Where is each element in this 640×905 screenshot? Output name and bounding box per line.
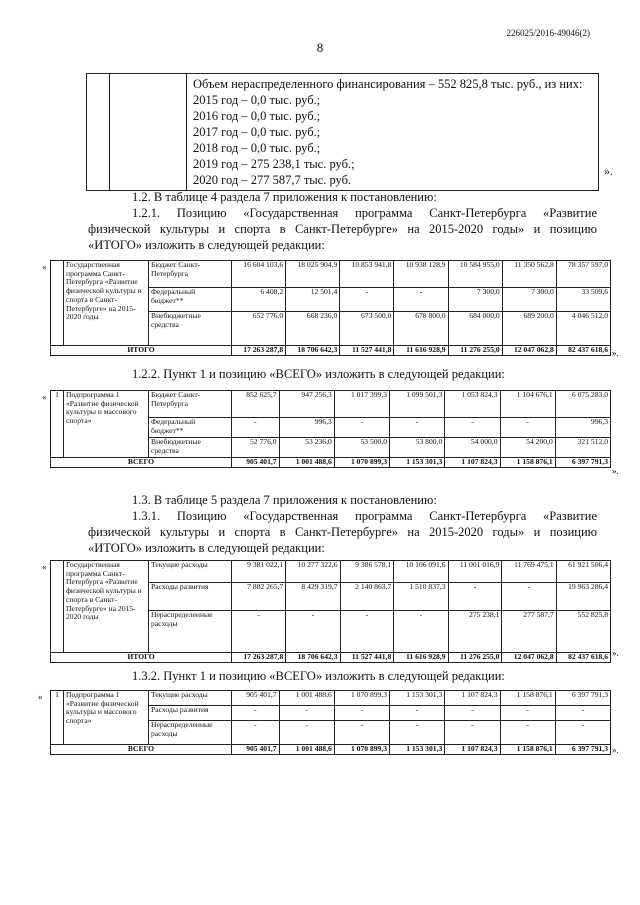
table-4-subprogram-budget: [50, 390, 611, 468]
close-quote: ».: [612, 745, 619, 755]
table-cell: 53 500,0: [334, 438, 389, 458]
table-cell: -: [390, 706, 445, 721]
row-label: Бюджет Санкт-Петербурга: [149, 391, 232, 418]
close-quote: ».: [612, 648, 619, 658]
text-line: Объем нераспределенного финансирования – 552 825,8 тыс. руб., из них:: [193, 77, 583, 91]
table-cell: 905 401,7: [232, 745, 280, 755]
close-quote: ».: [612, 348, 619, 358]
paragraph-1-3-1-cont: физической культуры и спорта в Санкт-Петербурге» на 2015-2020 годы» и позицию: [88, 525, 597, 539]
table-cell: 1 153 301,3: [390, 745, 445, 755]
table-cell: 678 800,0: [394, 312, 448, 346]
row-label: Нераспределенные расходы: [149, 721, 232, 745]
table-cell: 10 938 128,9: [394, 261, 448, 288]
table-cell: -: [445, 721, 500, 745]
table-cell: 673 500,0: [340, 312, 394, 346]
table-cell: -: [555, 721, 610, 745]
table-cell: 689 200,0: [502, 312, 556, 346]
table-cell: 277 587,7: [502, 611, 556, 653]
close-quote: ».: [612, 466, 619, 476]
table-cell: 6 075 283,0: [555, 391, 610, 418]
row-number: 1: [51, 391, 64, 458]
table-cell: -: [500, 706, 555, 721]
paragraph-1-2-1-end: «ИТОГО» изложить в следующей редакции:: [88, 238, 325, 252]
table-cell: 6 397 791,3: [555, 458, 610, 468]
table-cell: 6 408,2: [232, 288, 286, 312]
financing-table-continuation: [86, 73, 599, 191]
open-quote: «: [42, 392, 47, 402]
total-label: ИТОГО: [51, 653, 232, 663]
table-cell: 18 025 904,9: [286, 261, 340, 288]
table-cell: 1 070 899,3: [334, 745, 389, 755]
table-cell: 33 509,6: [556, 288, 610, 312]
table-cell: 1 153 301,3: [390, 691, 445, 706]
table-cell: 1 001 488,6: [279, 691, 334, 706]
table-cell: -: [390, 721, 445, 745]
paragraph-1-3-1-end: «ИТОГО» изложить в следующей редакции:: [88, 541, 325, 555]
table-cell: 9 386 578,1: [340, 561, 394, 583]
table-cell: 905 401,7: [232, 458, 280, 468]
row-label: Текущие расходы: [149, 561, 232, 583]
table-cell: 275 238,1: [448, 611, 502, 653]
row-label: Внебюджетные средства: [149, 438, 232, 458]
paragraph-1-2-1: 1.2.1. Позицию «Государственная программа Санкт-Петербурга «Развитие: [132, 206, 597, 220]
table-cell: 11 616 928,9: [394, 653, 448, 663]
table-cell: 11 769 475,1: [502, 561, 556, 583]
table-cell: 1 099 501,3: [390, 391, 445, 418]
table-cell: -: [555, 706, 610, 721]
table-cell: 16 604 103,6: [232, 261, 286, 288]
row-label: Расходы развития: [149, 583, 232, 611]
table-cell: 52 776,0: [232, 438, 280, 458]
table-cell: 18 706 642,3: [286, 653, 340, 663]
table-cell: -: [334, 706, 389, 721]
table-cell: [51, 261, 64, 346]
table-cell: 321 512,0: [555, 438, 610, 458]
financing-text-cell: [187, 74, 599, 191]
table-cell: 947 256,3: [279, 391, 334, 418]
table-cell: -: [334, 721, 389, 745]
table-cell: -: [445, 706, 500, 721]
table-cell: -: [232, 418, 280, 438]
table-cell: 54 000,0: [445, 438, 500, 458]
table-cell: -: [394, 611, 448, 653]
row-label: Федеральный бюджет**: [149, 418, 232, 438]
paragraph-1-2: 1.2. В таблице 4 раздела 7 приложения к постановлению:: [132, 190, 437, 204]
table-cell: 1 107 824,3: [445, 691, 500, 706]
table-cell: 53 800,0: [390, 438, 445, 458]
total-label: ИТОГО: [51, 346, 232, 356]
program-name-cell: Государственная программа Санкт-Петербурга «Развитие физической культуры и спорта в Санкт-Петербурге» на 2015-2020 годы: [64, 261, 149, 346]
table-cell: 10 277 322,6: [286, 561, 340, 583]
paragraph-1-2-1-cont: физической культуры и спорта в Санкт-Петербурге» на 2015-2020 годы» и позицию: [88, 222, 597, 236]
table-cell: -: [502, 583, 556, 611]
table-cell: 905 401,7: [232, 691, 280, 706]
table-cell: -: [340, 288, 394, 312]
open-quote: «: [38, 692, 43, 702]
table-cell: 11 350 562,8: [502, 261, 556, 288]
row-number: 1: [51, 691, 64, 745]
row-label: Федеральный бюджет**: [149, 288, 232, 312]
program-name-cell: Подпрограмма 1 «Развитие физической культуры и массового спорта»: [64, 391, 149, 458]
table-cell: 1 070 899,3: [334, 458, 389, 468]
paragraph-1-3-2: 1.3.2. Пункт 1 и позицию «ВСЕГО» изложить в следующей редакции:: [132, 669, 505, 683]
table-cell: 6 397 791,3: [555, 745, 610, 755]
text-line: 2015 год – 0,0 тыс. руб.;: [193, 93, 321, 107]
table-cell: -: [500, 721, 555, 745]
program-name-cell: Государственная программа Санкт-Петербурга «Развитие физической культуры и спорта в Санкт-Петербурге» на 2015-2020 годы: [64, 561, 149, 653]
table-cell: 19 963 286,4: [556, 583, 610, 611]
table-cell: 61 921 506,4: [556, 561, 610, 583]
table-cell: 2 140 863,7: [340, 583, 394, 611]
table-cell: 17 263 287,8: [232, 653, 286, 663]
text-line: 2017 год – 0,0 тыс. руб.;: [193, 125, 321, 139]
table-cell: 1 070 899,3: [334, 691, 389, 706]
table-cell: [87, 74, 110, 191]
table-cell: -: [232, 611, 286, 653]
table-cell: 7 300,0: [502, 288, 556, 312]
table-cell: -: [390, 418, 445, 438]
table-cell: -: [500, 418, 555, 438]
paragraph-1-3-1: 1.3.1. Позицию «Государственная программа Санкт-Петербурга «Развитие: [132, 509, 597, 523]
table-cell: -: [340, 611, 394, 653]
total-label: ВСЕГО: [51, 745, 232, 755]
table-cell: 4 046 512,0: [556, 312, 610, 346]
table-cell: 1 017 399,3: [334, 391, 389, 418]
table-cell: 12 501,4: [286, 288, 340, 312]
table-cell: 996,3: [279, 418, 334, 438]
table-cell: 7 300,0: [448, 288, 502, 312]
table-cell: 12 047 062,8: [502, 653, 556, 663]
table-cell: 54 200,0: [500, 438, 555, 458]
table-cell: 1 153 301,3: [390, 458, 445, 468]
table-cell: 1 053 824,3: [445, 391, 500, 418]
table-cell: 6 397 791,3: [555, 691, 610, 706]
table-cell: -: [279, 721, 334, 745]
table-cell: 12 047 062,8: [502, 346, 556, 356]
table-cell: 17 263 287,8: [232, 346, 286, 356]
paragraph-1-3: 1.3. В таблице 5 раздела 7 приложения к постановлению:: [132, 493, 437, 507]
table-5-program-expenses: [50, 560, 611, 663]
row-label: Бюджет Санкт-Петербурга: [149, 261, 232, 288]
table-4-program-budget: [50, 260, 611, 356]
row-label: Текущие расходы: [149, 691, 232, 706]
table-cell: -: [448, 583, 502, 611]
row-label: Расходы развития: [149, 706, 232, 721]
table-cell: 1 510 837,3: [394, 583, 448, 611]
table-cell: 684 000,0: [448, 312, 502, 346]
table-cell: -: [232, 721, 280, 745]
table-5-subprogram-expenses: [50, 690, 611, 755]
table-cell: [51, 561, 64, 653]
text-line: 2020 год – 277 587,7 тыс. руб.: [193, 173, 352, 187]
table-cell: 53 236,0: [279, 438, 334, 458]
table-cell: 78 357 597,0: [556, 261, 610, 288]
table-cell: 11 276 255,0: [448, 653, 502, 663]
table-cell: 8 429 319,7: [286, 583, 340, 611]
table-cell: 11 616 928,9: [394, 346, 448, 356]
table-cell: 1 104 676,1: [500, 391, 555, 418]
table-cell: 1 107 824,3: [445, 458, 500, 468]
table-cell: 11 001 016,9: [448, 561, 502, 583]
table-cell: 10 853 941,8: [340, 261, 394, 288]
table-cell: -: [334, 418, 389, 438]
table-cell: 1 158 876,1: [500, 745, 555, 755]
table-cell: 18 706 642,3: [286, 346, 340, 356]
total-label: ВСЕГО: [51, 458, 232, 468]
table-cell: 9 381 022,1: [232, 561, 286, 583]
table-cell: 1 158 876,1: [500, 458, 555, 468]
table-cell: 7 882 265,7: [232, 583, 286, 611]
table-cell: -: [232, 706, 280, 721]
table-cell: -: [445, 418, 500, 438]
open-quote: «: [42, 262, 47, 272]
table-cell: 1 001 488,6: [279, 745, 334, 755]
table-cell: 10 584 955,0: [448, 261, 502, 288]
table-cell: 11 527 441,8: [340, 346, 394, 356]
close-quote: ».: [604, 164, 613, 178]
table-cell: -: [279, 706, 334, 721]
text-line: 2018 год – 0,0 тыс. руб.;: [193, 141, 321, 155]
table-cell: 996,3: [555, 418, 610, 438]
table-cell: -: [286, 611, 340, 653]
table-cell: 1 001 488,6: [279, 458, 334, 468]
table-cell: 11 276 255,0: [448, 346, 502, 356]
table-cell: 11 527 441,8: [340, 653, 394, 663]
text-line: 2019 год – 275 238,1 тыс. руб.;: [193, 157, 355, 171]
row-label: Внебюджетные средства: [149, 312, 232, 346]
text-line: 2016 год – 0,0 тыс. руб.;: [193, 109, 321, 123]
table-cell: 852 625,7: [232, 391, 280, 418]
open-quote: «: [42, 562, 47, 572]
table-cell: 10 106 091,6: [394, 561, 448, 583]
program-name-cell: Подпрограмма 1 «Развитие физической культуры и массового спорта»: [64, 691, 149, 745]
table-cell: 1 107 824,3: [445, 745, 500, 755]
table-cell: [110, 74, 187, 191]
table-cell: -: [394, 288, 448, 312]
table-cell: 652 776,0: [232, 312, 286, 346]
table-cell: 552 825,8: [556, 611, 610, 653]
row-label: Нераспределенные расходы: [149, 611, 232, 653]
table-cell: 82 437 618,6: [556, 346, 610, 356]
table-cell: 668 236,0: [286, 312, 340, 346]
document-number: 226025/2016-49046(2): [506, 28, 590, 38]
table-cell: 82 437 618,6: [556, 653, 610, 663]
paragraph-1-2-2: 1.2.2. Пункт 1 и позицию «ВСЕГО» изложить в следующей редакции:: [132, 367, 505, 381]
table-cell: 1 158 876,1: [500, 691, 555, 706]
page-number: 8: [316, 40, 324, 55]
